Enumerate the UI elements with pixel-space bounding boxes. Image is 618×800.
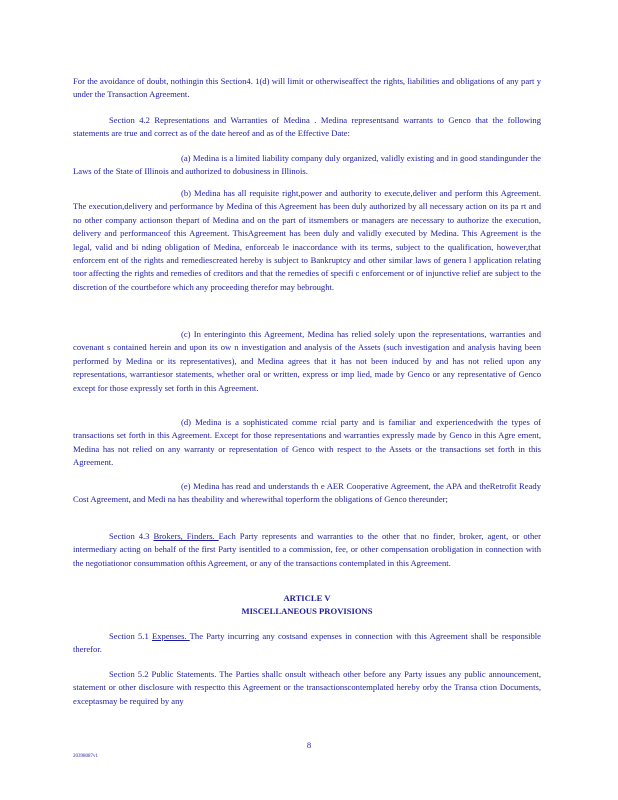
paragraph-avoidance-of-doubt [73,75,541,102]
document-id: 20398087v1 [73,754,98,759]
clause-c-text: (c) In enteringinto this Agreement, Medina has relied solely upon the representations, warranties and covenant s contained herein and upon its ow n investigation and analysis of the Assets (such investigation and analysis having been performed by Medina or its representatives), and Medina agrees that it has not been induced by and has not relied upon any representations, warrantiesor statements, whether oral or written, express or imp lied, made by Genco or any representative of Genco except for those expressly set forth in this Agreement. [73,329,541,393]
clause-a [73,152,541,179]
section-4-2-heading: Section 4.2 Representations and Warranties of Medina . [109,115,321,125]
section-5-1-title: Expenses. [151,631,190,641]
section-4-3-paragraph [73,530,541,570]
clause-e [73,480,541,507]
section-4-3-number: Section 4.3 [109,531,154,541]
clause-d-text: (d) Medina is a sophisticated comme rcial party and is familiar and experiencedwith the types of transactions set forth in this Agreement. Except for those representations and warranties expressly made by Genco in this Agre ement, Medina has not relied on any warranty or representation of Genco with respect to the Assets or the transactions set forth in this Agreement. [73,417,541,468]
clause-a-text: (a) Medina is a limited liability company duly organized, validly existing and in good standingunder the Laws of the State of Illinois and authorized to dobusiness in Illinois. [73,153,541,177]
paragraph-text: For the avoidance of doubt, nothingin this Section4. 1(d) will limit or otherwiseaffect the rights, liabilities and obligations of any part y under the Transaction Agreement. [73,76,541,100]
clause-c [73,328,541,395]
clause-b [73,187,541,294]
clause-b-text: (b) Medina has all requisite right,power and authority to execute,deliver and perform this Agreement. The execution,delivery and performance by Medina of this Agreement has been duly authorized by all necessary action on its pa rt and no other company actionson thepart of Medina and on the part of itsmembers or managers are necessary to authorize the execution, delivery and performanceof this Agreement. ThisAgreement has been duly and validly executed by Medina. This Agreement is the legal, valid and bi nding obligation of Medina, enforceab le inaccordance with its terms, subject to the qualification, however,that enforcem ent of the rights and remediescreated hereby is subject to Bankruptcy and other similar laws of genera l application relating toor affecting the rights and remedies of creditors and that the remedies of specifi c enforcement or of injunctive relief are subject to the discretion of the courtbefore which any proceeding therefor may bebrought. [73,188,541,292]
section-5-2-heading: Section 5.2 Public Statements. [109,669,220,679]
section-4-3-text: Each Party represents and warranties to the other that no finder, broker, agent, or other intermediary acting on behalf of the first Party isentitled to a commission, fee, or other compensation orobligation in connection with the negotiationor consummation ofthis Agreement, or any of the transactions contemplated in this Agreement. [73,531,541,568]
section-4-3-title: Brokers, Finders. [153,531,219,541]
article-number: ARTICLE V [283,593,331,603]
clause-d [73,416,541,470]
section-5-1-text: The Party incurring any costsand expenses in connection with this Agreement shall be responsible therefor. [73,631,541,655]
section-4-2-paragraph [73,114,541,141]
clause-e-text: (e) Medina has read and understands th e AER Cooperative Agreement, the APA and theRetrofit Ready Cost Agreement, and Medi na has theability and wherewithal toperform the obligations of Genco thereunder; [73,481,541,505]
section-5-1-paragraph [73,630,541,657]
section-5-1-number: Section 5.1 [109,631,152,641]
section-4-2-text: Medina representsand warrants to Genco that the following statements are true and correct as of the date hereof and as of the Effective Date: [73,115,541,139]
section-5-2-text: The Parties shallc onsult witheach other before any Party issues any public announcement, statement or other disclosure with respectto this Agreement or the transactionscontemplated hereby orby the Transa ction Documents, exceptasmay be required by any [73,669,542,706]
page-number: 8 [306,740,312,750]
section-5-2-paragraph [73,668,541,708]
article-heading [73,592,541,619]
article-title: MISCELLANEOUS PROVISIONS [241,606,373,617]
